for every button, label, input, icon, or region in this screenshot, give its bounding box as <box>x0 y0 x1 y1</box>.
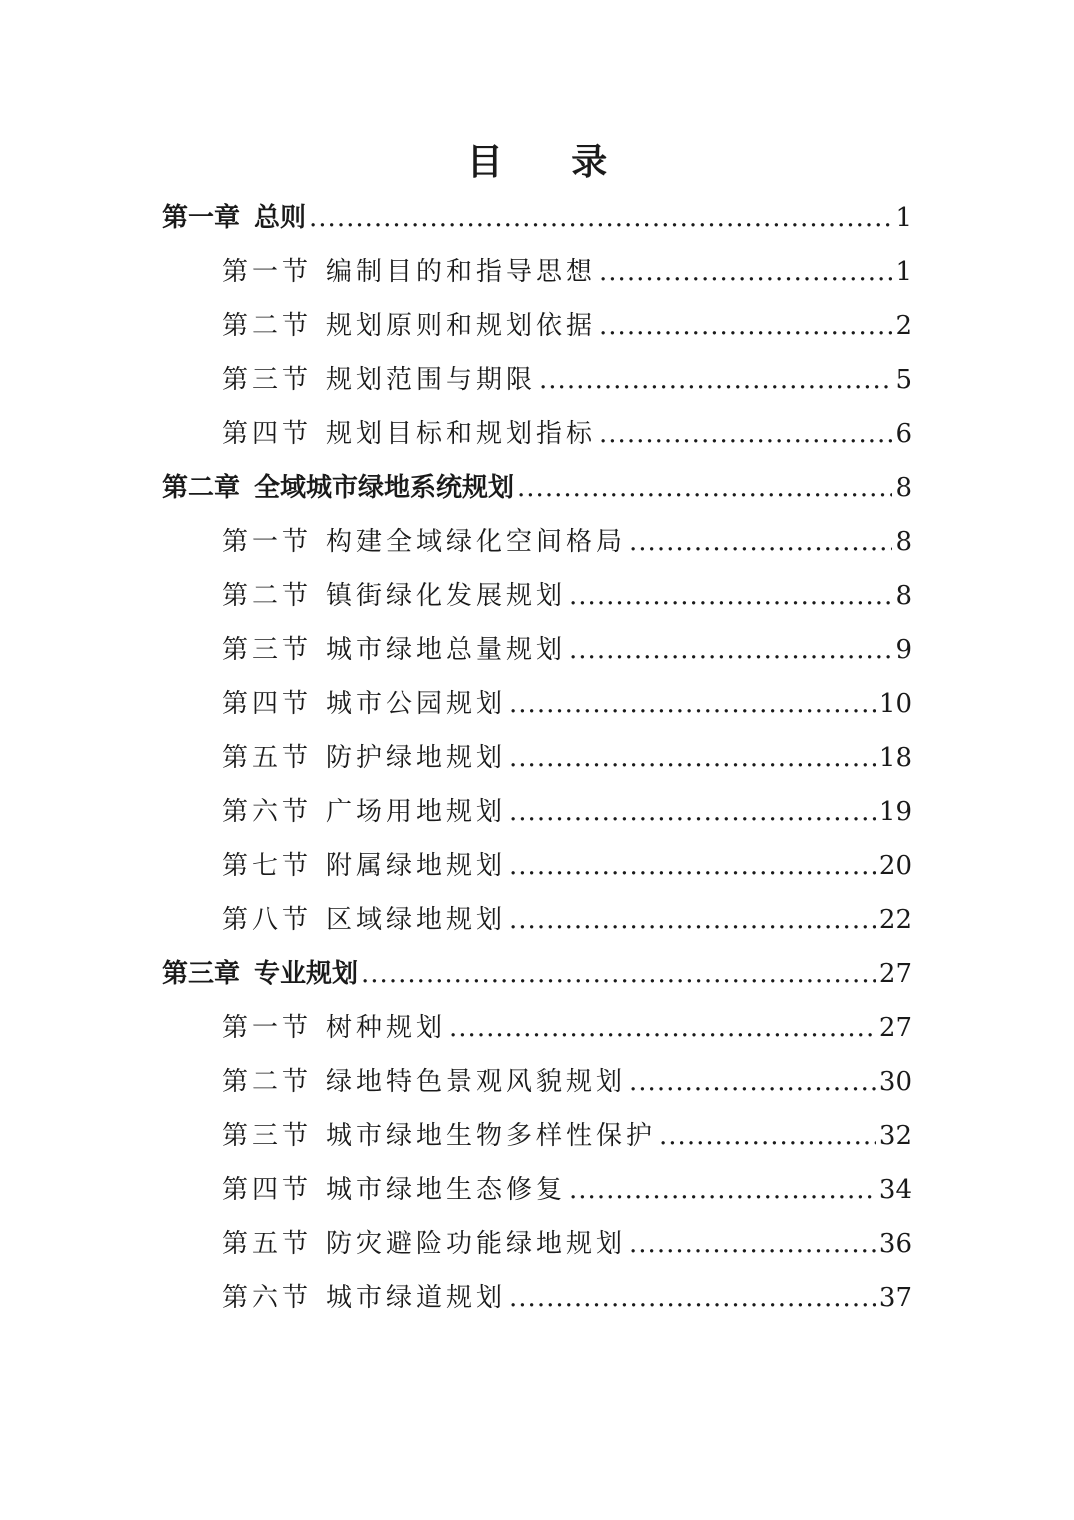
toc-chapter-entry[interactable] <box>162 947 912 1001</box>
toc-section-entry[interactable] <box>222 623 912 677</box>
toc-entry-label <box>222 839 506 893</box>
toc-page-number: 10 <box>878 689 912 719</box>
dot-leader <box>509 1271 876 1325</box>
toc-chapter-entry[interactable] <box>162 191 912 245</box>
dot-leader <box>599 245 892 299</box>
dot-leader <box>569 569 892 623</box>
dot-leader <box>509 893 876 947</box>
toc-entry-number: 第四节 <box>222 419 313 449</box>
toc-page-number: 20 <box>878 851 912 881</box>
toc-entry-title: 树种规划 <box>326 1013 447 1043</box>
toc-page-number: 34 <box>878 1175 912 1205</box>
toc-section-entry[interactable] <box>222 893 912 947</box>
toc-entry-title: 附属绿地规划 <box>326 851 507 881</box>
toc-entry-title: 防灾避险功能绿地规划 <box>326 1229 627 1259</box>
dot-leader <box>569 623 892 677</box>
toc-section-entry[interactable] <box>222 515 912 569</box>
dot-leader <box>629 1217 876 1271</box>
toc-page-number: 32 <box>878 1121 912 1151</box>
toc-entry-title: 广场用地规划 <box>326 797 507 827</box>
toc-section-entry[interactable] <box>222 1217 912 1271</box>
dot-leader <box>509 839 876 893</box>
toc-section-entry[interactable] <box>222 353 912 407</box>
toc-entry-title: 城市绿地生态修复 <box>326 1175 567 1205</box>
toc-entry-number: 第七节 <box>222 851 313 881</box>
toc-entry-number: 第六节 <box>222 797 313 827</box>
toc-entry-number: 第一章 <box>162 203 241 233</box>
toc-entry-title: 规划目标和规划指标 <box>326 419 597 449</box>
toc-entry-title: 城市公园规划 <box>326 689 507 719</box>
toc-section-entry[interactable] <box>222 1271 912 1325</box>
toc-section-entry[interactable] <box>222 1001 912 1055</box>
toc-entry-title: 防护绿地规划 <box>326 743 507 773</box>
toc-section-entry[interactable] <box>222 569 912 623</box>
toc-entry-number: 第三节 <box>222 635 313 665</box>
toc-entry-title: 区域绿地规划 <box>326 905 507 935</box>
toc-entry-number: 第二节 <box>222 1067 313 1097</box>
dot-leader <box>599 407 892 461</box>
toc-section-entry[interactable] <box>222 785 912 839</box>
toc-page-number: 19 <box>878 797 912 827</box>
toc-entry-label <box>222 677 506 731</box>
toc-entry-label <box>222 1055 626 1109</box>
toc-entry-number: 第三节 <box>222 1121 313 1151</box>
toc-section-entry[interactable] <box>222 1109 912 1163</box>
toc-page-number: 22 <box>878 905 912 935</box>
dot-leader <box>509 731 876 785</box>
toc-entry-label <box>162 461 514 515</box>
toc-page-number: 5 <box>895 365 912 395</box>
toc-page-number: 2 <box>895 311 912 341</box>
toc-page-number: 36 <box>878 1229 912 1259</box>
toc-chapter-entry[interactable] <box>162 461 912 515</box>
toc-entry-number: 第五节 <box>222 743 313 773</box>
toc-entry-number: 第六节 <box>222 1283 313 1313</box>
toc-page-number: 6 <box>895 419 912 449</box>
toc-section-entry[interactable] <box>222 731 912 785</box>
dot-leader <box>629 1055 876 1109</box>
dot-leader <box>517 461 892 515</box>
toc-entry-title: 总则 <box>254 203 307 233</box>
dot-leader <box>659 1109 876 1163</box>
toc-entry-number: 第二章 <box>162 473 241 503</box>
toc-page-number: 37 <box>878 1283 912 1313</box>
toc-entry-title: 城市绿地生物多样性保护 <box>326 1121 657 1151</box>
toc-entry-number: 第三章 <box>162 959 241 989</box>
toc-entry-label <box>222 1163 566 1217</box>
toc-entry-label <box>222 623 566 677</box>
toc-entry-label <box>222 893 506 947</box>
toc-entry-label <box>222 1271 506 1325</box>
toc-entry-title: 绿地特色景观风貌规划 <box>326 1067 627 1097</box>
toc-section-entry[interactable] <box>222 407 912 461</box>
toc-entry-number: 第一节 <box>222 527 313 557</box>
dot-leader <box>599 299 892 353</box>
toc-entry-title: 全域城市绿地系统规划 <box>254 473 515 503</box>
toc-entry-number: 第二节 <box>222 581 313 611</box>
toc-entry-label <box>222 353 536 407</box>
toc-entry-label <box>222 1001 446 1055</box>
toc-page-number: 9 <box>895 635 912 665</box>
toc-entry-label <box>222 731 506 785</box>
page-title: 目 录 <box>466 141 636 183</box>
toc-entry-title: 专业规划 <box>254 959 359 989</box>
toc-entry-title: 镇街绿化发展规划 <box>326 581 567 611</box>
toc-entry-title: 规划范围与期限 <box>326 365 537 395</box>
toc-entry-title: 城市绿道规划 <box>326 1283 507 1313</box>
toc-page-number: 1 <box>895 257 912 287</box>
toc-page-number: 27 <box>878 1013 912 1043</box>
dot-leader <box>509 677 876 731</box>
toc-page-number: 8 <box>895 527 912 557</box>
toc-entry-number: 第一节 <box>222 257 313 287</box>
toc-entry-label <box>222 407 596 461</box>
dot-leader <box>629 515 892 569</box>
dot-leader <box>449 1001 876 1055</box>
toc-entry-title: 编制目的和指导思想 <box>326 257 597 287</box>
toc-entry-number: 第五节 <box>222 1229 313 1259</box>
dot-leader <box>361 947 876 1001</box>
toc-entry-number: 第三节 <box>222 365 313 395</box>
toc-section-entry[interactable] <box>222 1163 912 1217</box>
toc-page-number: 27 <box>878 959 912 989</box>
toc-entry-label <box>222 569 566 623</box>
dot-leader <box>309 191 892 245</box>
toc-page-number: 8 <box>895 473 912 503</box>
toc-entry-number: 第二节 <box>222 311 313 341</box>
dot-leader <box>509 785 876 839</box>
toc-entry-label <box>222 785 506 839</box>
toc-entry-title: 规划原则和规划依据 <box>326 311 597 341</box>
toc-entry-label <box>222 515 626 569</box>
toc-page-number: 1 <box>895 203 912 233</box>
toc-entry-title: 构建全域绿化空间格局 <box>326 527 627 557</box>
toc-entry-title: 城市绿地总量规划 <box>326 635 567 665</box>
toc-section-entry[interactable] <box>222 299 912 353</box>
toc-entry-label <box>162 191 306 245</box>
toc-section-entry[interactable] <box>222 839 912 893</box>
dot-leader <box>539 353 892 407</box>
toc-entry-number: 第一节 <box>222 1013 313 1043</box>
toc-entry-label <box>222 1109 656 1163</box>
toc-entry-label <box>222 1217 626 1271</box>
toc-entry-number: 第八节 <box>222 905 313 935</box>
toc-page-number: 18 <box>878 743 912 773</box>
toc-entry-number: 第四节 <box>222 1175 313 1205</box>
toc-entry-label <box>162 947 358 1001</box>
toc-entry-label <box>222 245 596 299</box>
toc-entry-label <box>222 299 596 353</box>
toc-page-number: 8 <box>895 581 912 611</box>
toc-page-number: 30 <box>878 1067 912 1097</box>
toc-section-entry[interactable] <box>222 1055 912 1109</box>
dot-leader <box>569 1163 876 1217</box>
toc-section-entry[interactable] <box>222 245 912 299</box>
toc-entry-number: 第四节 <box>222 689 313 719</box>
toc-section-entry[interactable] <box>222 677 912 731</box>
